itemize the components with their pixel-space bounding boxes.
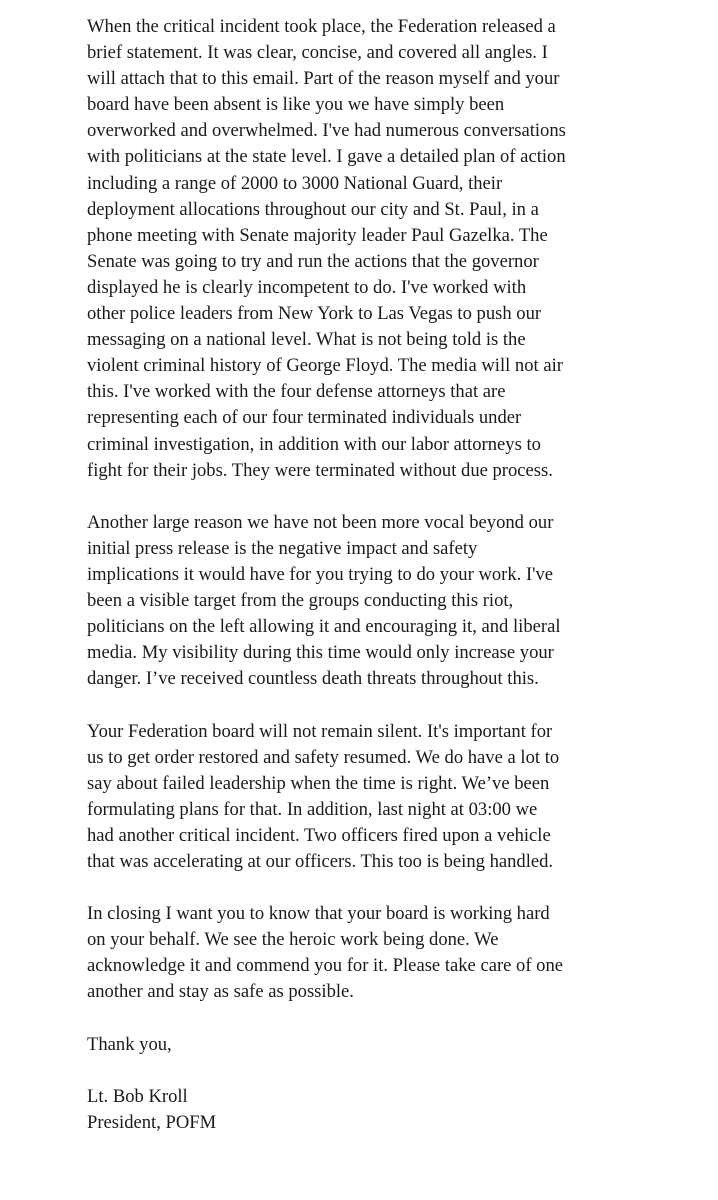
text-line: fight for their jobs. They were terminated without due process.: [87, 459, 553, 481]
closing-text: Thank you,: [87, 1033, 172, 1055]
text-line: initial press release is the negative impact and safety: [87, 537, 478, 559]
text-line: on your behalf. We see the heroic work being done. We: [87, 929, 499, 951]
text-line: another and stay as safe as possible.: [87, 981, 354, 1003]
text-line: Your Federation board will not remain silent. It's important for: [87, 720, 553, 742]
text-line: say about failed leadership when the time is right. We’ve been: [87, 772, 550, 794]
text-line: been a visible target from the groups conducting this riot,: [87, 590, 514, 612]
text-line: with politicians at the state level. I gave a detailed plan of action: [87, 146, 566, 168]
paragraph-spacer: [87, 1006, 687, 1032]
text-line: overworked and overwhelmed. I've had numerous conversations: [87, 120, 566, 142]
text-line: other police leaders from New York to Las Vegas to push our: [87, 303, 542, 325]
text-line: including a range of 2000 to 3000 National Guard, their: [87, 172, 503, 194]
signature-block: [87, 1084, 687, 1136]
text-line: Another large reason we have not been more vocal beyond our: [87, 511, 554, 533]
paragraph-closing: [87, 901, 687, 1005]
paragraph-spacer: [87, 875, 687, 901]
text-line: acknowledge it and commend you for it. Please take care of one: [87, 955, 564, 977]
text-line: criminal investigation, in addition with our labor attorneys to: [87, 433, 541, 455]
signature-title: President, POFM: [87, 1111, 217, 1133]
text-line: politicians on the left allowing it and encouraging it, and liberal: [87, 616, 561, 638]
paragraph-federation-board: [87, 719, 687, 876]
paragraph-spacer: [87, 692, 687, 718]
closing-salutation: [87, 1032, 687, 1058]
text-line: violent criminal history of George Floyd. The media will not air: [87, 355, 563, 377]
text-line: had another critical incident. Two officers fired upon a vehicle: [87, 824, 551, 846]
paragraph-spacer: [87, 1058, 687, 1084]
paragraph-spacer: [87, 484, 687, 510]
paragraph-press-release: [87, 510, 687, 693]
text-line: will attach that to this email. Part of the reason myself and your: [87, 68, 560, 90]
text-line: implications it would have for you trying to do your work. I've: [87, 563, 554, 585]
text-line: that was accelerating at our officers. This too is being handled.: [87, 851, 554, 872]
text-line: phone meeting with Senate majority leader Paul Gazelka. The: [87, 224, 548, 246]
text-line: representing each of our four terminated individuals under: [87, 407, 522, 429]
text-line: brief statement. It was clear, concise, and covered all angles. I: [87, 42, 548, 64]
text-line: board have been absent is like you we have simply been: [87, 94, 505, 116]
text-line: formulating plans for that. In addition, last night at 03:00 we: [87, 798, 538, 820]
text-line: us to get order restored and safety resumed. We do have a lot to: [87, 746, 560, 768]
text-line: media. My visibility during this time would only increase your: [87, 642, 554, 664]
text-line: messaging on a national level. What is not being told is the: [87, 329, 526, 351]
text-line: danger. I’ve received countless death threats throughout this.: [87, 668, 539, 690]
text-line: Senate was going to try and run the actions that the governor: [87, 250, 539, 272]
text-line: deployment allocations throughout our city and St. Paul, in a: [87, 198, 539, 220]
text-line: In closing I want you to know that your board is working hard: [87, 903, 550, 925]
paragraph-critical-incident: [87, 14, 687, 484]
letter-body: [87, 14, 687, 1136]
signature-name: Lt. Bob Kroll: [87, 1085, 188, 1107]
text-line: this. I've worked with the four defense attorneys that are: [87, 381, 506, 403]
text-line: displayed he is clearly incompetent to do. I've worked with: [87, 276, 527, 298]
text-line: When the critical incident took place, the Federation released a: [87, 16, 556, 37]
